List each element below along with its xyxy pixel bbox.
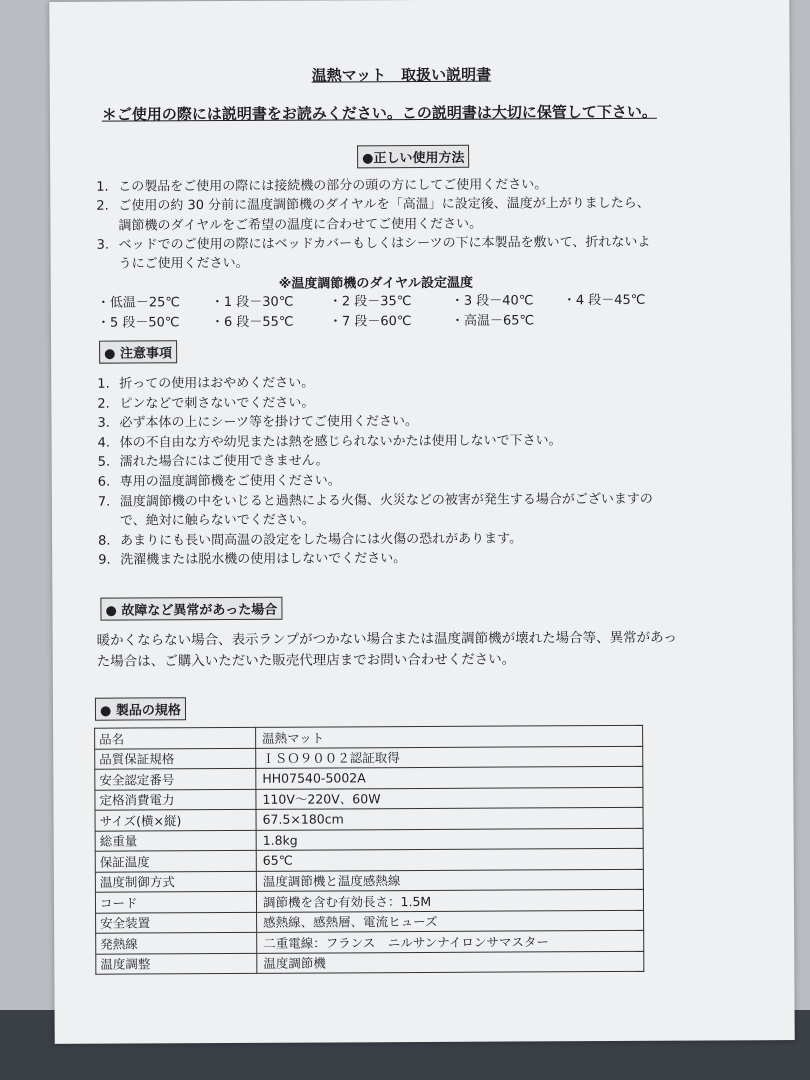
spec-row [96, 910, 644, 933]
dial-setting: ・2 段－35℃ [328, 294, 412, 310]
spec-row [95, 787, 643, 810]
spec-value: 1.8kg [256, 828, 643, 851]
spec-label: 温度調整 [96, 953, 257, 974]
list-item-line [98, 547, 406, 568]
section-heading-trouble: ● 故障など異常があった場合 [100, 597, 282, 621]
item-text: 洗濯機または脱水機の使用はしないでください。 [120, 551, 407, 568]
item-number: 5. [97, 455, 111, 471]
dial-setting: ・6 段－55℃ [210, 314, 294, 331]
item-text: 濡れた場合にはご使用できません。 [119, 453, 329, 470]
spec-value: 温熱マット [256, 725, 643, 748]
dial-setting: ・7 段－60℃ [328, 314, 412, 330]
list-item-line [96, 231, 650, 253]
spec-row [96, 930, 644, 953]
item-number: 8. [98, 533, 111, 549]
spec-label: 安全装置 [96, 912, 257, 933]
spec-value: 感熱線、感熱層、電流ヒューズ [257, 910, 644, 933]
spec-row [95, 766, 643, 789]
spec-value: 65℃ [256, 848, 643, 871]
trouble-text-line: 暖かくならない場合、表示ランプがつかない場合または温度調節機が壊れた場合等、異常があっ [96, 629, 678, 649]
spec-row [95, 869, 643, 892]
item-number: 9. [98, 553, 111, 569]
list-item-line [96, 192, 650, 214]
dial-setting: ・低温－25℃ [96, 295, 181, 311]
spec-label: 保証温度 [95, 850, 256, 871]
spec-value: HH07540-5002A [256, 766, 643, 789]
dial-setting: ・3 段－40℃ [450, 293, 534, 309]
spec-row [95, 828, 643, 851]
item-text: ご使用の約 30 分前に温度調節機のダイヤルを「高温」に設定後、温度が上がりましたら、 [118, 196, 650, 214]
spec-value: 二重電線：フランス ニルサンナイロンサマスター [257, 930, 644, 953]
trouble-text-line: た場合は、ご購入いただいた販売代理店までお問い合わせください。 [96, 651, 516, 670]
dial-setting: ・高温－65℃ [450, 313, 535, 329]
spec-value: 67.5×180cm [256, 807, 643, 830]
list-item-line [98, 450, 329, 470]
spec-label: サイズ(横×縦) [95, 809, 256, 830]
item-text: 専用の温度調節機をご使用ください。 [119, 473, 341, 490]
section-heading-usage: ●正しい使用方法 [357, 145, 469, 169]
item-text: 折っての使用はおやめください。 [119, 375, 315, 392]
dial-setting: ・5 段－50℃ [96, 315, 180, 331]
dial-setting: ・1 段－30℃ [210, 294, 294, 311]
item-number: 1. [97, 376, 110, 392]
item-text: 調節機のダイヤルをご希望の温度に合わせてご使用ください。 [118, 216, 483, 234]
spec-label: 総重量 [95, 830, 256, 851]
section-heading-cautions: ● 注意事項 [99, 340, 177, 363]
item-number: 7. [97, 494, 111, 510]
spec-label: 定格消費電力 [95, 789, 256, 810]
list-item-line [97, 410, 418, 431]
list-item-line [97, 391, 314, 411]
spec-row [95, 725, 643, 748]
spec-label: 温度制御方式 [95, 871, 256, 892]
section-heading-specs: ● 製品の規格 [95, 697, 186, 720]
spec-label: コード [95, 891, 256, 912]
item-number: 2. [96, 198, 109, 214]
list-item-line [97, 372, 314, 392]
item-number: 4. [97, 435, 111, 451]
item-number: 2. [97, 396, 110, 412]
item-text: 体の不自由な方や幼児または熱を感じられないかたは使用しないで下さい。 [119, 433, 562, 451]
spec-label: 品質保証規格 [95, 748, 256, 769]
spec-row [95, 889, 643, 912]
item-text: ベッドでのご使用の際にはベッドカバーもしくはシーツの下に本製品を敷いて、折れないよ [118, 234, 651, 253]
list-item-line [96, 173, 547, 194]
item-text: 温度調節機の中をいじると過熱による火傷、火災などの被害が発生する場合がございますの [119, 491, 653, 510]
document-title: 温熱マット 取扱い説明書 [311, 65, 492, 85]
spec-value: 110V～220V、60W [256, 787, 643, 810]
list-item-line [98, 487, 653, 509]
instruction-sheet [49, 0, 794, 1044]
list-item-line [97, 252, 249, 272]
spec-row [95, 746, 643, 769]
spec-value: ＩＳＯ９００２認証取得 [256, 746, 643, 769]
item-text: あまりにも長い間高温の設定をした場合には火傷の恐れがあります。 [120, 531, 523, 549]
list-item-line [98, 429, 562, 450]
spec-value: 調節機を含む有効長さ：1.5M [256, 889, 643, 912]
document-subtitle: ＊ご使用の際には説明書をお読みください。この説明書は大切に保管して下さい。 [101, 102, 657, 124]
item-number: 6. [97, 474, 111, 490]
spec-row [95, 807, 643, 830]
dial-settings-title: ※温度調節機のダイヤル設定温度 [278, 275, 474, 292]
specs-table [94, 725, 644, 975]
item-text: で、絶対に触らないでください。 [119, 512, 315, 529]
spec-value: 温度調節機 [257, 951, 644, 974]
spec-label: 発熱線 [96, 932, 257, 953]
item-text: ピンなどで刺さないでください。 [119, 395, 315, 412]
list-item-line [98, 509, 315, 529]
spec-value: 温度調節機と温度感熱線 [256, 869, 643, 892]
item-number: 3. [96, 237, 109, 253]
item-number: 3. [97, 415, 110, 431]
spec-row [96, 951, 644, 974]
item-text: この製品をご使用の際には接続機の部分の頭の方にしてご使用ください。 [118, 177, 548, 195]
list-item-line [96, 212, 482, 233]
spec-label: 安全認定番号 [95, 768, 256, 789]
item-text: うにご使用ください。 [118, 256, 249, 272]
list-item-line [98, 527, 522, 548]
item-number: 1. [96, 179, 109, 195]
item-text: 必ず本体の上にシーツ等を掛けてご使用ください。 [119, 414, 419, 431]
spec-row [95, 848, 643, 871]
list-item-line [98, 469, 341, 489]
dial-setting: ・4 段－45℃ [562, 292, 646, 309]
spec-label: 品名 [95, 727, 256, 748]
